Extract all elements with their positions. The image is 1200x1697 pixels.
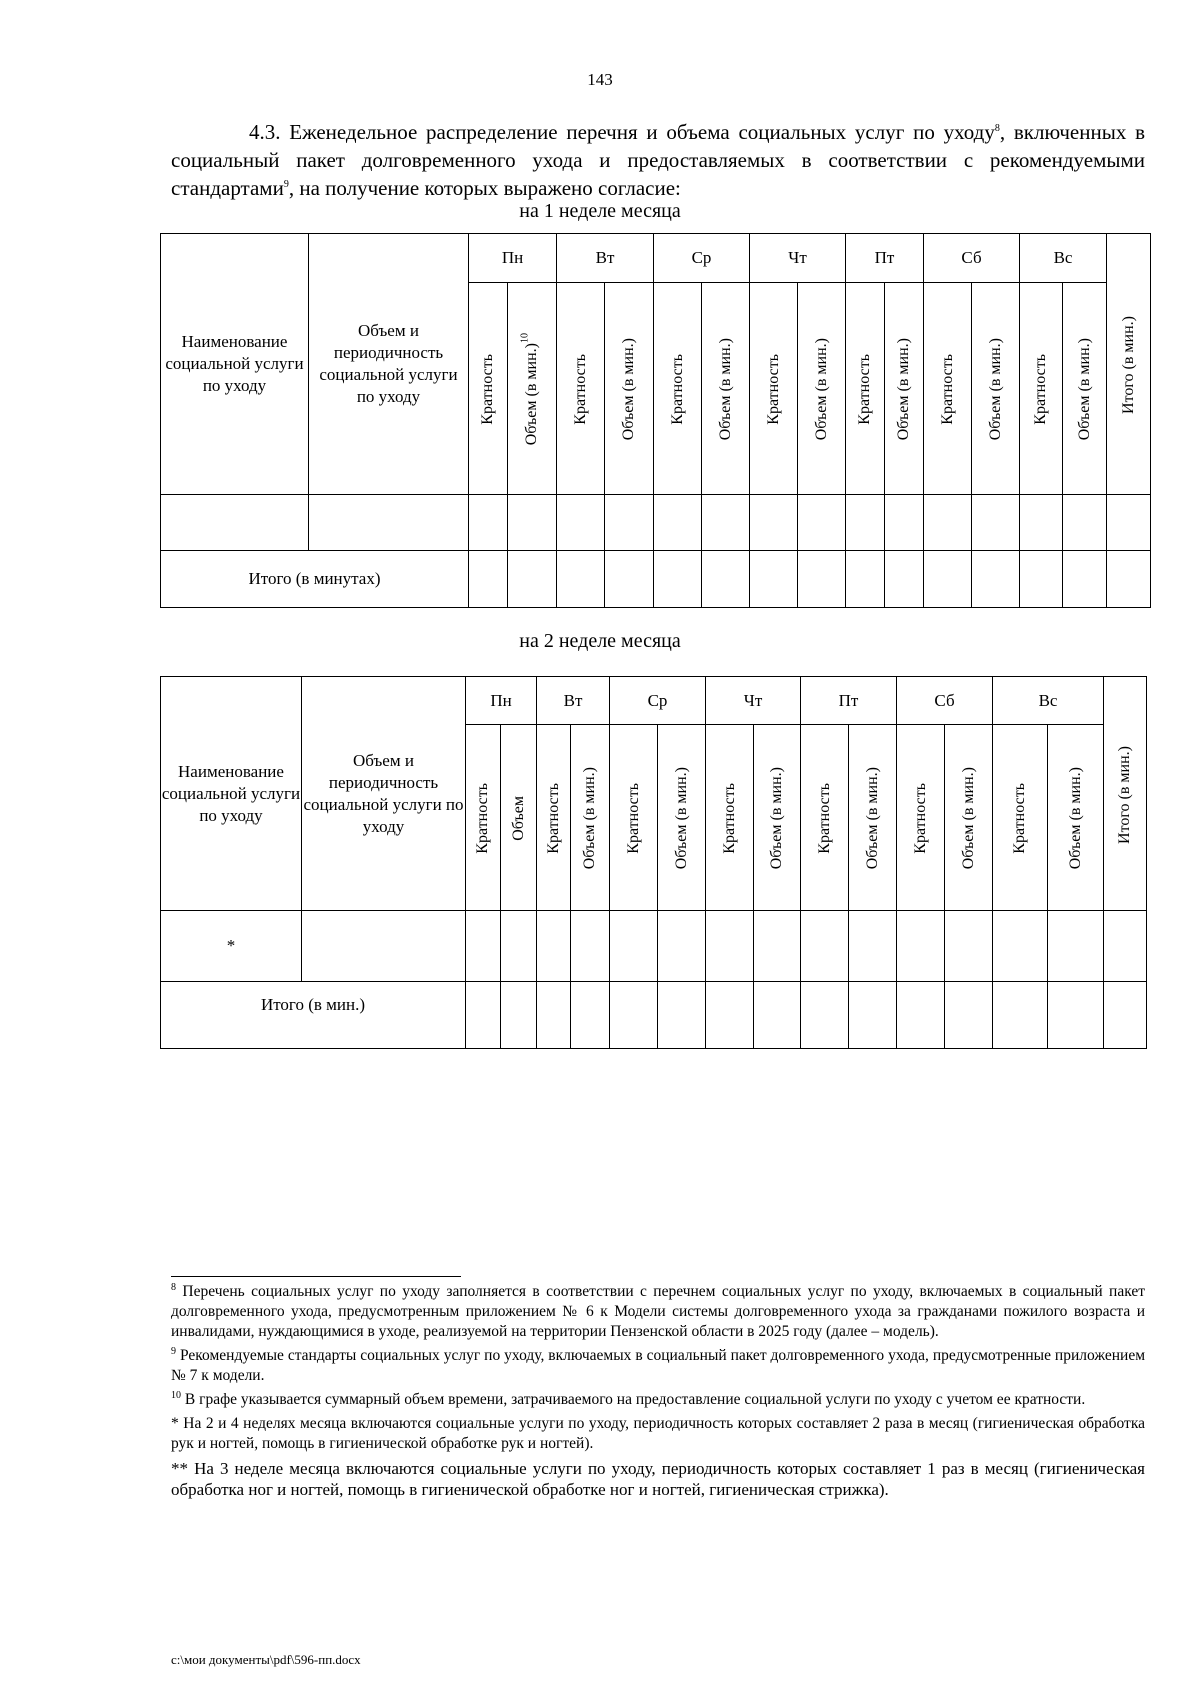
- header-day-fri: Пт: [846, 234, 924, 283]
- total-row-label: Итого (в мин.): [161, 982, 466, 1049]
- footnote-10: $^{10}$ В графе указывается суммарный объем времени, затрачиваемого на предоставление социальной услуги по уходу с учетом ее кратности.: [171, 1389, 1086, 1408]
- header-day-sat: Сб: [924, 234, 1020, 283]
- header-tue-frequency: Кратность: [537, 725, 571, 911]
- row-marker: *: [161, 911, 302, 982]
- header-day-thu: Чт: [750, 234, 846, 283]
- header-total-column: Итого (в мин.): [1104, 677, 1147, 911]
- header-day-wed: Ср: [654, 234, 750, 283]
- header-day-tue: Вт: [557, 234, 654, 283]
- header-day-mon: Пн: [466, 677, 537, 725]
- footnote-9: $^9$ Рекомендуемые стандарты социальных услуг по уходу, включаемых в социальный пакет долговременного ухода, предусмотренные приложением № 7 к модели.: [171, 1345, 1146, 1384]
- header-day-mon: Пн: [469, 234, 557, 283]
- total-row-label: Итого (в минутах): [161, 551, 469, 608]
- header-sun-frequency: Кратность: [993, 725, 1048, 911]
- header-wed-frequency: Кратность: [654, 283, 702, 495]
- intro-footnote-ref-8: 8: [994, 123, 1000, 134]
- header-thu-frequency: Кратность: [706, 725, 754, 911]
- footnote-8: $^8$ Перечень социальных услуг по уходу заполняется в соответствии с перечнем социальных услуг по уходу, включаемых в социальный пакет долговременного ухода, предусмотренным приложением № 6 к Модели системы долговременного ухода за гражданами пожилого возраста и инвалидами, нуждающимися в уходе, реализуемой на территории Пензенской области в 2025 году (далее – модель).: [171, 1281, 1146, 1340]
- table2-caption: на 2 неделе месяца: [519, 630, 681, 652]
- table-cell: [302, 911, 466, 982]
- header-day-sat: Сб: [897, 677, 993, 725]
- footnote-star-1: * На 2 и 4 неделях месяца включаются социальные услуги по уходу, периодичность которых составляет 2 раза в месяц (гигиеническая обработка рук и ногтей, помощь в гигиенической обработке рук и ногтей).: [171, 1415, 1145, 1452]
- header-service-name: Наименование социальной услуги по уходу: [161, 677, 302, 911]
- header-day-thu: Чт: [706, 677, 801, 725]
- header-day-sun: Вс: [993, 677, 1104, 725]
- intro-text-1: 4.3. Еженедельное распределение перечня и объема социальных услуг по уходу: [249, 120, 995, 144]
- header-service-name: Наименование социальной услуги по уходу: [161, 234, 309, 495]
- header-total-column: Итого (в мин.): [1107, 234, 1151, 495]
- header-mon-frequency: Кратность: [466, 725, 501, 911]
- header-service-volume: Объем и периодичность социальной услуги по уходу: [309, 234, 469, 495]
- header-day-fri: Пт: [801, 677, 897, 725]
- header-tue-frequency: Кратность: [557, 283, 605, 495]
- table-cell: [161, 495, 309, 551]
- header-mon-frequency: Кратность: [469, 283, 508, 495]
- total-row: [161, 551, 1151, 608]
- total-row: [161, 982, 1147, 1049]
- table-cell: [309, 495, 469, 551]
- header-mon-volume: Объем: [501, 725, 537, 911]
- header-fri-volume: Объем (в мин.): [849, 725, 897, 911]
- header-service-volume: Объем и периодичность социальной услуги по уходу: [302, 677, 466, 911]
- header-thu-frequency: Кратность: [750, 283, 798, 495]
- header-thu-volume: Объем (в мин.): [798, 283, 846, 495]
- footnote-star-2: ** На 3 неделе месяца включаются социальные услуги по уходу, периодичность которых составляет 1 раз в месяц (гигиеническая обработка ног и ногтей, помощь в гигиенической обработке ног и ногтей, гигиеническая стрижка).: [171, 1459, 1145, 1499]
- footnote-ref-10: 10: [519, 333, 531, 344]
- header-day-wed: Ср: [610, 677, 706, 725]
- header-fri-frequency: Кратность: [846, 283, 885, 495]
- footnotes: [171, 1282, 1145, 1504]
- table-row: [161, 495, 1151, 551]
- table-row: [161, 911, 1147, 982]
- header-thu-volume: Объем (в мин.): [754, 725, 801, 911]
- header-tue-volume: Объем (в мин.): [605, 283, 654, 495]
- header-wed-volume: Объем (в мин.): [658, 725, 706, 911]
- header-tue-volume: Объем (в мин.): [571, 725, 610, 911]
- intro-text-2: , включенных в социальный пакет долговременного ухода и предоставляемых в соответствии с рекомендуемыми стандартами: [171, 120, 1145, 200]
- header-sun-volume: Объем (в мин.): [1063, 283, 1107, 495]
- header-day-sun: Вс: [1020, 234, 1107, 283]
- header-sun-volume: Объем (в мин.): [1048, 725, 1104, 911]
- header-day-tue: Вт: [537, 677, 610, 725]
- header-sat-volume: Объем (в мин.): [972, 283, 1020, 495]
- file-path: c:\мои документы\pdf\596-пп.docx: [171, 1652, 361, 1667]
- schedule-table-week-1: [160, 233, 1151, 608]
- header-fri-volume: Объем (в мин.): [885, 283, 924, 495]
- intro-text-3: , на получение которых выражено согласие:: [288, 176, 681, 200]
- header-sun-frequency: Кратность: [1020, 283, 1063, 495]
- intro-paragraph: [171, 118, 1145, 202]
- footnote-separator: [171, 1276, 461, 1277]
- header-sat-frequency: Кратность: [924, 283, 972, 495]
- header-fri-frequency: Кратность: [801, 725, 849, 911]
- header-wed-frequency: Кратность: [610, 725, 658, 911]
- schedule-table-week-2: [160, 676, 1147, 1049]
- page-number: 143: [587, 70, 613, 89]
- header-mon-volume: Объем (в мин.)$^{10}$: [508, 283, 557, 495]
- table1-caption: на 1 неделе месяца: [519, 200, 681, 222]
- header-sat-volume: Объем (в мин.): [945, 725, 993, 911]
- header-wed-volume: Объем (в мин.): [702, 283, 750, 495]
- header-sat-frequency: Кратность: [897, 725, 945, 911]
- intro-footnote-ref-9: 9: [283, 179, 289, 190]
